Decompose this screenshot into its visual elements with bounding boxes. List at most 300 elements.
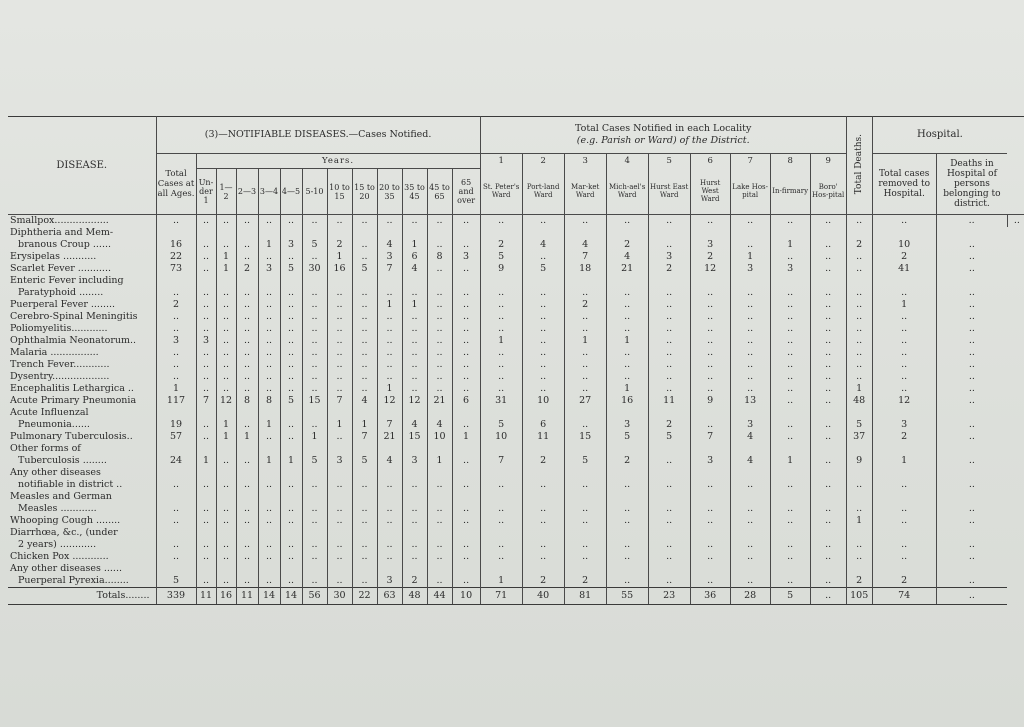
table-cell: ..	[846, 551, 872, 563]
table-cell: 1	[872, 299, 936, 311]
disease-name-line: Paratyphoid ........	[18, 287, 104, 298]
table-cell: ..	[402, 383, 427, 395]
total-cell: ..	[936, 588, 1007, 605]
table-cell: ..	[936, 275, 1007, 299]
table-cell: ..	[427, 263, 452, 275]
table-cell: ..	[770, 323, 810, 335]
table-cell: ..	[810, 443, 846, 467]
table-cell: ..	[648, 347, 690, 359]
table-cell: ..	[936, 563, 1007, 588]
table-cell: ..	[846, 335, 872, 347]
table-cell: 5	[606, 431, 648, 443]
total-cell: 14	[258, 588, 280, 605]
table-cell: ..	[196, 431, 216, 443]
table-cell: ..	[236, 467, 258, 491]
table-cell: 5	[156, 563, 196, 588]
age-group-header: 45 to 65	[427, 169, 452, 215]
table-cell: 9	[690, 395, 730, 407]
table-cell: 2	[522, 443, 564, 467]
table-cell: ..	[730, 227, 770, 251]
table-cell: ..	[236, 227, 258, 251]
table-cell: ..	[648, 515, 690, 527]
table-cell: 1	[280, 443, 302, 467]
table-cell: ..	[236, 515, 258, 527]
table-cell: ..	[690, 491, 730, 515]
table-cell: 10	[872, 227, 936, 251]
table-cell: ..	[606, 467, 648, 491]
table-cell: ..	[564, 515, 606, 527]
total-cell: 105	[846, 588, 872, 605]
table-cell: ..	[216, 347, 236, 359]
table-cell: 3	[730, 407, 770, 431]
table-cell: 1	[302, 431, 327, 443]
table-cell: ..	[156, 359, 196, 371]
table-cell: ..	[846, 263, 872, 275]
table-cell: 5	[522, 263, 564, 275]
table-cell: ..	[280, 407, 302, 431]
table-cell: ..	[156, 491, 196, 515]
table-cell: ..	[606, 563, 648, 588]
ward-name-header: St. Peter's Ward	[480, 169, 522, 215]
table-cell: 1	[216, 251, 236, 263]
disease-name-line: Whooping Cough ........	[10, 515, 121, 526]
disease-name-line: Tuberculosis ........	[18, 455, 107, 466]
table-cell: ..	[690, 275, 730, 299]
table-cell: 3	[402, 443, 427, 467]
table-cell: 1	[480, 563, 522, 588]
table-cell: 73	[156, 263, 196, 275]
table-cell: ..	[196, 299, 216, 311]
table-cell: ..	[402, 467, 427, 491]
disease-name-line: Puerperal Pyrexia........	[18, 575, 129, 586]
table-cell: 2	[648, 407, 690, 431]
table-cell: ..	[427, 311, 452, 323]
disease-name	[8, 299, 156, 311]
table-cell: ..	[480, 299, 522, 311]
table-cell: ..	[216, 215, 236, 228]
table-cell: ..	[770, 383, 810, 395]
table-cell: ..	[606, 551, 648, 563]
disease-name-line: Erysipelas ...........	[10, 251, 97, 262]
table-cell: 3	[196, 335, 216, 347]
table-cell: ..	[427, 347, 452, 359]
table-cell: ..	[427, 515, 452, 527]
table-cell: ..	[564, 311, 606, 323]
table-cell: 3	[280, 227, 302, 251]
table-cell: ..	[730, 299, 770, 311]
table-cell: ..	[327, 347, 352, 359]
table-cell: 12	[377, 395, 402, 407]
table-cell: ..	[606, 359, 648, 371]
disease-name	[8, 251, 156, 263]
table-cell: 1	[402, 299, 427, 311]
table-cell: 2	[156, 299, 196, 311]
table-cell: ..	[258, 431, 280, 443]
table-cell: ..	[402, 551, 427, 563]
table-cell: ..	[606, 275, 648, 299]
table-cell: ..	[730, 491, 770, 515]
table-cell: 1	[258, 443, 280, 467]
total-cell: 5	[770, 588, 810, 605]
table-cell: ..	[352, 299, 377, 311]
table-cell: 3	[327, 443, 352, 467]
total-cell: 48	[402, 588, 427, 605]
hospital-deaths-header: Deaths in Hospital of persons belonging to district.	[936, 154, 1007, 215]
table-cell: 2	[480, 227, 522, 251]
table-cell: ..	[258, 359, 280, 371]
table-cell: ..	[377, 275, 402, 299]
table-cell: 1	[427, 443, 452, 467]
table-cell: 15	[564, 431, 606, 443]
table-cell: 5	[480, 251, 522, 263]
table-cell: ..	[352, 251, 377, 263]
table-cell: ..	[280, 563, 302, 588]
table-cell: ..	[196, 215, 216, 228]
age-group-header: 4—5	[280, 169, 302, 215]
table-cell: ..	[936, 551, 1007, 563]
disease-name-line: Smallpox..................	[10, 215, 109, 226]
table-cell: 3	[606, 407, 648, 431]
table-cell: ..	[377, 215, 402, 228]
total-cell: 63	[377, 588, 402, 605]
table-cell: ..	[236, 347, 258, 359]
table-cell: 30	[302, 263, 327, 275]
table-cell: 13	[730, 395, 770, 407]
table-cell: ..	[810, 299, 846, 311]
table-cell: ..	[872, 527, 936, 551]
table-cell: 3	[648, 251, 690, 263]
table-cell: 2	[648, 263, 690, 275]
table-cell: ..	[452, 563, 480, 588]
table-cell: 21	[606, 263, 648, 275]
table-cell: ..	[810, 563, 846, 588]
table-row	[8, 311, 1024, 323]
table-cell: ..	[522, 347, 564, 359]
table-cell: ..	[872, 551, 936, 563]
table-cell: ..	[936, 515, 1007, 527]
ward-num-8: 8	[770, 154, 810, 169]
table-cell: ..	[196, 323, 216, 335]
table-cell: ..	[402, 347, 427, 359]
table-cell: ..	[236, 551, 258, 563]
table-cell: ..	[156, 215, 196, 228]
table-cell: ..	[1007, 215, 1024, 228]
table-cell: ..	[236, 443, 258, 467]
table-cell: ..	[196, 275, 216, 299]
table-cell: ..	[302, 551, 327, 563]
table-cell: 5	[280, 263, 302, 275]
table-cell: ..	[427, 491, 452, 515]
table-cell: 1	[770, 227, 810, 251]
table-cell: ..	[936, 383, 1007, 395]
table-cell: ..	[606, 323, 648, 335]
table-cell: ..	[810, 335, 846, 347]
table-cell: ..	[352, 467, 377, 491]
table-cell: ..	[452, 383, 480, 395]
table-cell: ..	[216, 383, 236, 395]
table-cell: ..	[216, 335, 236, 347]
total-cell: 14	[280, 588, 302, 605]
table-cell: 6	[402, 251, 427, 263]
table-cell: ..	[280, 383, 302, 395]
table-cell: ..	[196, 407, 216, 431]
table-cell: ..	[522, 491, 564, 515]
table-cell: ..	[302, 491, 327, 515]
table-cell: ..	[352, 563, 377, 588]
table-cell: ..	[402, 371, 427, 383]
table-cell: 15	[302, 395, 327, 407]
table-cell: ..	[280, 311, 302, 323]
table-cell: ..	[216, 491, 236, 515]
table-cell: ..	[936, 395, 1007, 407]
table-cell: ..	[936, 323, 1007, 335]
table-body	[8, 215, 1024, 588]
table-cell: 1	[377, 299, 402, 311]
table-cell: ..	[690, 347, 730, 359]
table-cell: ..	[302, 323, 327, 335]
disease-name-line: Encephalitis Lethargica ..	[10, 383, 134, 394]
ward-name-header: Hurst East Ward	[648, 169, 690, 215]
disease-name-line: Acute Primary Pneumonia	[10, 395, 137, 406]
table-cell: ..	[452, 551, 480, 563]
disease-name	[8, 431, 156, 443]
table-cell: ..	[280, 527, 302, 551]
age-group-header: 3—4	[258, 169, 280, 215]
table-cell: ..	[280, 467, 302, 491]
table-cell: ..	[846, 275, 872, 299]
table-cell: ..	[730, 323, 770, 335]
table-cell: ..	[216, 227, 236, 251]
table-cell: ..	[452, 275, 480, 299]
table-cell: ..	[810, 311, 846, 323]
table-cell: ..	[606, 371, 648, 383]
table-cell: ..	[352, 215, 377, 228]
table-cell: ..	[770, 251, 810, 263]
table-cell: 6	[522, 407, 564, 431]
disease-name	[8, 467, 156, 491]
table-cell: ..	[564, 383, 606, 395]
table-cell: ..	[770, 359, 810, 371]
table-row	[8, 395, 1024, 407]
table-cell: ..	[452, 515, 480, 527]
table-cell: ..	[427, 323, 452, 335]
table-cell: ..	[770, 515, 810, 527]
table-cell: ..	[810, 251, 846, 263]
table-cell: 5	[302, 443, 327, 467]
table-row	[8, 527, 1024, 551]
table-cell: ..	[236, 215, 258, 228]
table-cell: ..	[480, 383, 522, 395]
ward-num-4: 4	[606, 154, 648, 169]
table-cell: ..	[936, 335, 1007, 347]
table-cell: 2	[606, 227, 648, 251]
table-cell: 1	[564, 335, 606, 347]
table-cell: 5	[564, 443, 606, 467]
table-cell: ..	[280, 551, 302, 563]
table-cell: 4	[606, 251, 648, 263]
ward-name-header: Hurst West Ward	[690, 169, 730, 215]
table-cell: ..	[480, 275, 522, 299]
table-cell: 31	[480, 395, 522, 407]
table-cell: ..	[810, 323, 846, 335]
table-cell: ..	[427, 563, 452, 588]
total-cell: ..	[810, 588, 846, 605]
table-cell: ..	[730, 335, 770, 347]
table-cell: ..	[377, 467, 402, 491]
table-cell: 10	[427, 431, 452, 443]
table-cell: ..	[302, 347, 327, 359]
table-cell: ..	[402, 215, 427, 228]
table-cell: ..	[402, 491, 427, 515]
table-cell: ..	[236, 407, 258, 431]
table-cell: 1	[258, 407, 280, 431]
table-cell: ..	[327, 359, 352, 371]
ward-num-6: 6	[690, 154, 730, 169]
disease-name-line: Any other diseases ......	[10, 563, 122, 574]
table-cell: ..	[846, 311, 872, 323]
table-cell: ..	[648, 227, 690, 251]
table-cell: ..	[846, 371, 872, 383]
table-cell: 1	[216, 263, 236, 275]
age-group-header: 65 and over	[452, 169, 480, 215]
table-cell: ..	[648, 275, 690, 299]
disease-name-line: Diphtheria and Mem-	[10, 227, 114, 238]
disease-name-line: Chicken Pox ............	[10, 551, 109, 562]
table-cell: ..	[216, 311, 236, 323]
table-cell: ..	[606, 347, 648, 359]
table-cell: ..	[327, 563, 352, 588]
table-cell: ..	[452, 359, 480, 371]
table-cell: ..	[480, 215, 522, 228]
table-cell: ..	[606, 311, 648, 323]
table-cell: ..	[216, 275, 236, 299]
table-cell: 1	[216, 431, 236, 443]
table-cell: ..	[156, 311, 196, 323]
table-cell: 5	[648, 431, 690, 443]
table-cell: ..	[810, 383, 846, 395]
table-cell: ..	[352, 227, 377, 251]
table-cell: ..	[327, 275, 352, 299]
table-cell: ..	[452, 467, 480, 491]
disease-name-line: Puerperal Fever ........	[10, 299, 116, 310]
table-cell: 16	[156, 227, 196, 251]
table-cell: 4	[352, 395, 377, 407]
table-cell: ..	[564, 467, 606, 491]
ward-name-header: Boro' Hos-pital	[810, 169, 846, 215]
table-cell: ..	[522, 383, 564, 395]
table-cell: ..	[690, 563, 730, 588]
table-cell: ..	[352, 311, 377, 323]
table-cell: 7	[690, 431, 730, 443]
table-cell: 4	[564, 227, 606, 251]
table-cell: ..	[302, 359, 327, 371]
total-cell: 11	[236, 588, 258, 605]
table-row	[8, 491, 1024, 515]
table-cell: ..	[216, 323, 236, 335]
table-cell: ..	[352, 359, 377, 371]
table-cell: ..	[427, 467, 452, 491]
table-cell: 7	[564, 251, 606, 263]
total-deaths-label: Total Deaths.	[854, 133, 865, 195]
ward-num-2: 2	[522, 154, 564, 169]
notifiable-title: (3)—NOTIFIABLE DISEASES.—Cases Notified.	[156, 117, 480, 154]
table-cell: 2	[564, 299, 606, 311]
table-cell: ..	[770, 527, 810, 551]
table-cell: ..	[258, 347, 280, 359]
table-cell: ..	[156, 347, 196, 359]
table-cell: ..	[280, 335, 302, 347]
table-cell: ..	[196, 491, 216, 515]
table-cell: ..	[452, 227, 480, 251]
table-cell: ..	[402, 335, 427, 347]
disease-name	[8, 515, 156, 527]
table-cell: ..	[690, 515, 730, 527]
table-cell: 24	[156, 443, 196, 467]
table-cell: 3	[377, 251, 402, 263]
total-cases-header: Total Cases at all Ages.	[156, 154, 196, 215]
table-row	[8, 215, 1024, 228]
table-cell: ..	[196, 359, 216, 371]
total-cell: 56	[302, 588, 327, 605]
table-cell: ..	[280, 323, 302, 335]
table-cell: ..	[522, 335, 564, 347]
total-cell: 10	[452, 588, 480, 605]
table-cell: ..	[564, 551, 606, 563]
table-cell: 16	[606, 395, 648, 407]
total-cell: 23	[648, 588, 690, 605]
total-cell: 81	[564, 588, 606, 605]
table-cell: ..	[770, 491, 810, 515]
table-cell: ..	[480, 551, 522, 563]
table-cell: ..	[196, 551, 216, 563]
table-cell: ..	[302, 335, 327, 347]
table-cell: ..	[452, 527, 480, 551]
disease-name	[8, 359, 156, 371]
disease-name-line: Diarrhœa, &c., (under	[10, 527, 118, 538]
table-cell: 1	[872, 443, 936, 467]
table-cell: ..	[564, 407, 606, 431]
total-deaths-header	[846, 117, 872, 215]
table-cell: ..	[564, 491, 606, 515]
table-cell: ..	[327, 467, 352, 491]
hospital-header: Hospital.	[872, 117, 1007, 154]
disease-name	[8, 311, 156, 323]
table-cell: ..	[452, 347, 480, 359]
table-cell: ..	[236, 275, 258, 299]
table-cell: 22	[156, 251, 196, 263]
table-cell: ..	[770, 431, 810, 443]
table-cell: ..	[258, 491, 280, 515]
table-cell: ..	[258, 383, 280, 395]
table-cell: ..	[196, 515, 216, 527]
table-cell: ..	[648, 467, 690, 491]
age-group-header: Un-der 1	[196, 169, 216, 215]
table-cell: ..	[872, 491, 936, 515]
table-cell: ..	[522, 311, 564, 323]
table-cell: 1	[402, 227, 427, 251]
disease-name-line: Pulmonary Tuberculosis..	[10, 431, 133, 442]
table-cell: ..	[352, 335, 377, 347]
table-cell: ..	[352, 347, 377, 359]
table-cell: ..	[236, 371, 258, 383]
table-cell: 5	[302, 227, 327, 251]
table-cell: ..	[377, 347, 402, 359]
table-cell: ..	[402, 527, 427, 551]
disease-name-line: Cerebro-Spinal Meningitis	[10, 311, 138, 322]
table-cell: 2	[522, 563, 564, 588]
table-cell: ..	[280, 275, 302, 299]
table-cell: ..	[452, 335, 480, 347]
